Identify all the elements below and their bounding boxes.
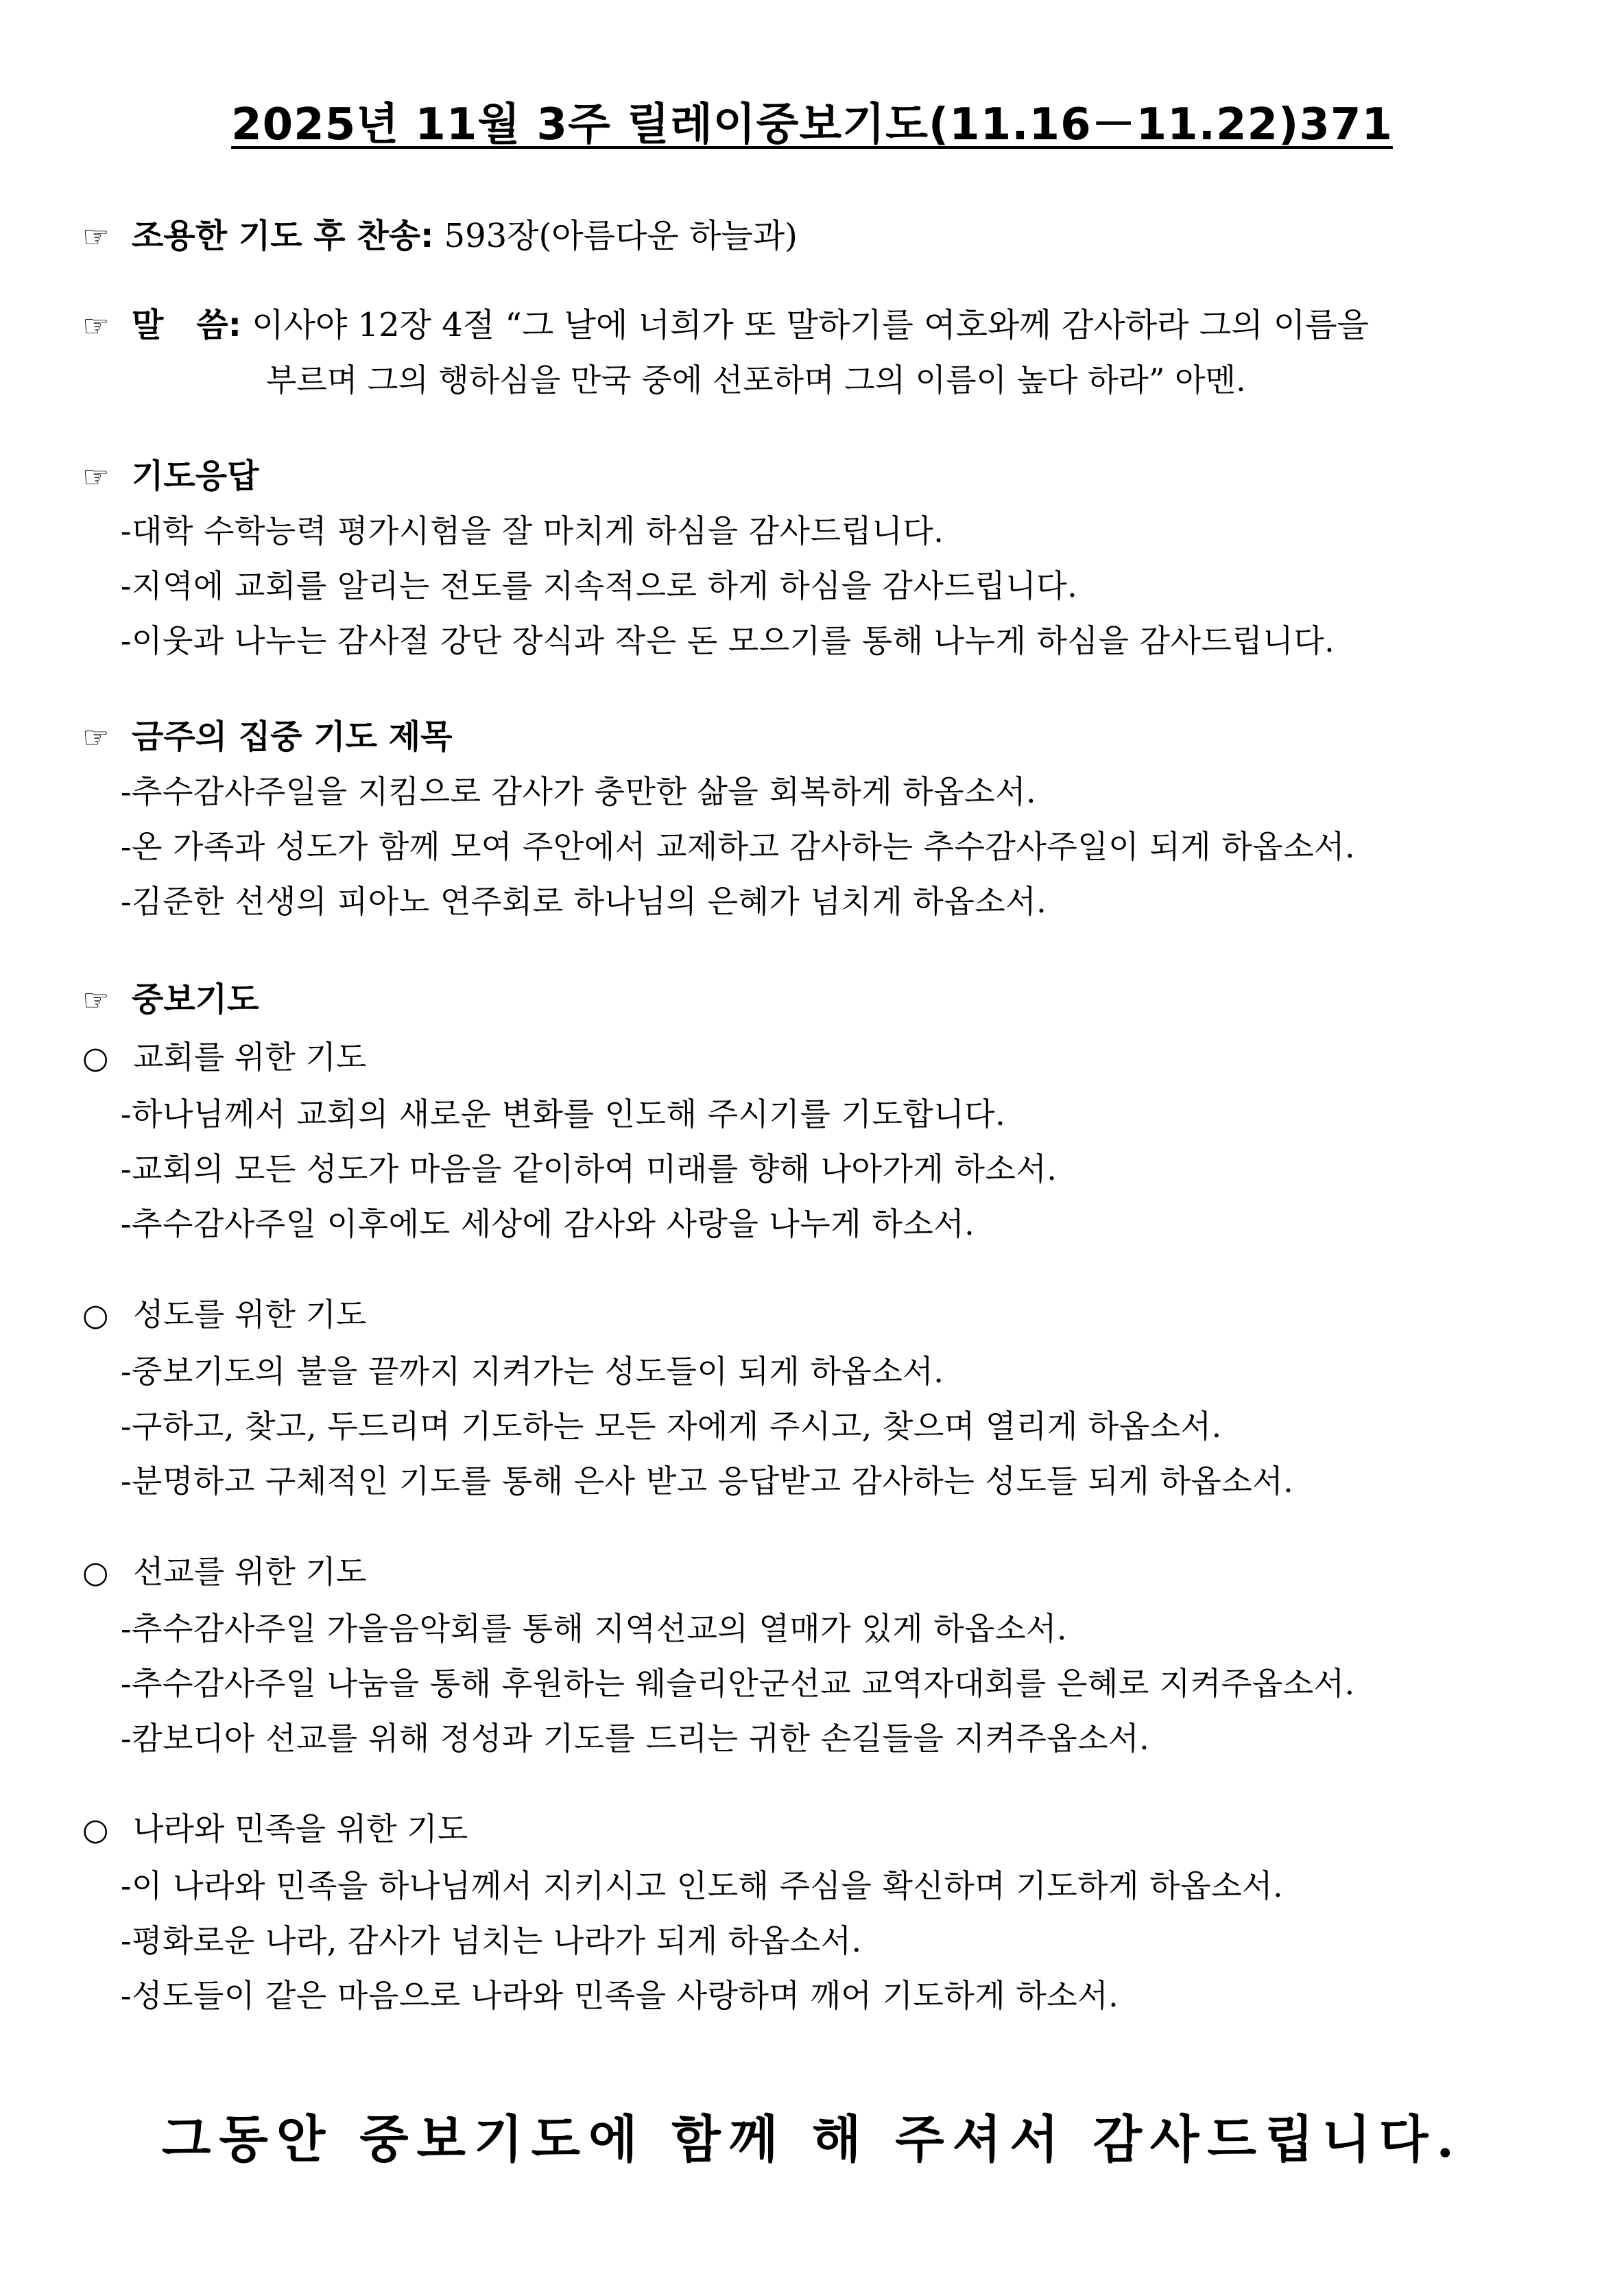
answered-heading bbox=[82, 449, 259, 497]
group-heading-missions bbox=[82, 1547, 366, 1592]
group-item: -캄보디아 선교를 위해 정성과 기도를 드리는 귀한 손길들을 지켜주옵소서. bbox=[121, 1720, 1150, 1757]
answered-item: -대학 수학능력 평가시험을 잘 마치게 하심을 감사드립니다. bbox=[121, 512, 944, 549]
group-item: -성도들이 같은 마음으로 나라와 민족을 사랑하며 깨어 기도하게 하소서. bbox=[121, 1977, 1119, 2014]
group-heading-church bbox=[82, 1032, 366, 1078]
group-title: 나라와 민족을 위한 기도 bbox=[133, 1810, 468, 1847]
intercession-label: 중보기도 bbox=[132, 980, 259, 1019]
circle-icon: ○ bbox=[82, 1041, 109, 1076]
page-title bbox=[0, 89, 1624, 152]
pointing-hand-icon: ☞ bbox=[82, 460, 110, 495]
pointing-hand-icon: ☞ bbox=[82, 309, 110, 344]
focus-item: -온 가족과 성도가 함께 모여 주안에서 교제하고 감사하는 추수감사주일이 되게 하옵소서. bbox=[121, 828, 1356, 865]
pointing-hand-icon: ☞ bbox=[82, 220, 110, 255]
group-heading-saints bbox=[82, 1290, 366, 1335]
pointing-hand-icon: ☞ bbox=[82, 983, 110, 1018]
group-item: -분명하고 구체적인 기도를 통해 은사 받고 응답받고 감사하는 성도들 되게 하옵소서. bbox=[121, 1463, 1294, 1500]
group-title: 선교를 위한 기도 bbox=[133, 1553, 367, 1590]
focus-heading bbox=[82, 710, 452, 757]
group-item: -구하고, 찾고, 두드리며 기도하는 모든 자에게 주시고, 찾으며 열리게 하옵소서. bbox=[121, 1408, 1222, 1445]
focus-label: 금주의 집중 기도 제목 bbox=[132, 718, 453, 756]
intercession-heading bbox=[82, 973, 259, 1020]
scripture-label: 말 씀: bbox=[132, 306, 241, 344]
scripture-line bbox=[82, 298, 1369, 346]
focus-item: -추수감사주일을 지킴으로 감사가 충만한 삶을 회복하게 하옵소서. bbox=[121, 773, 1037, 810]
group-item: -추수감사주일 나눔을 통해 후원하는 웨슬리안군선교 교역자대회를 은혜로 지켜주옵소서. bbox=[121, 1665, 1355, 1702]
group-item: -추수감사주일 이후에도 세상에 감사와 사랑을 나누게 하소서. bbox=[121, 1205, 975, 1242]
answered-label: 기도응답 bbox=[132, 457, 259, 495]
group-item: -추수감사주일 가을음악회를 통해 지역선교의 열매가 있게 하옵소서. bbox=[121, 1610, 1068, 1647]
group-item: -평화로운 나라, 감사가 넘치는 나라가 되게 하옵소서. bbox=[121, 1922, 862, 1959]
group-item: -이 나라와 민족을 하나님께서 지키시고 인도해 주심을 확신하며 기도하게 하옵소서. bbox=[121, 1867, 1284, 1904]
circle-icon: ○ bbox=[82, 1555, 109, 1590]
focus-item: -김준한 선생의 피아노 연주회로 하나님의 은혜가 넘치게 하옵소서. bbox=[121, 883, 1047, 920]
circle-icon: ○ bbox=[82, 1298, 109, 1333]
circle-icon: ○ bbox=[82, 1812, 109, 1847]
scripture-text-1: 이사야 12장 4절 “그 날에 너희가 또 말하기를 여호와께 감사하라 그의 이름을 bbox=[252, 306, 1369, 344]
group-heading-nation bbox=[82, 1804, 468, 1849]
hymn-line bbox=[82, 209, 798, 257]
answered-item: -이웃과 나누는 감사절 강단 장식과 작은 돈 모으기를 통해 나누게 하심을 감사드립니다. bbox=[121, 622, 1335, 659]
group-item: -교회의 모든 성도가 마음을 같이하여 미래를 향해 나아가게 하소서. bbox=[121, 1150, 1058, 1187]
group-title: 성도를 위한 기도 bbox=[133, 1296, 367, 1333]
page-title-text: 2025년 11월 3주 릴레이중보기도(11.16－11.22)371 bbox=[231, 99, 1393, 150]
hymn-value: 593장(아름다운 하늘과) bbox=[444, 217, 798, 255]
pointing-hand-icon: ☞ bbox=[82, 720, 110, 755]
group-item: -하나님께서 교회의 새로운 변화를 인도해 주시기를 기도합니다. bbox=[121, 1096, 1006, 1133]
closing-message: 그동안 중보기도에 함께 해 주셔서 감사드립니다. bbox=[161, 2110, 1463, 2169]
group-title: 교회를 위한 기도 bbox=[133, 1039, 367, 1076]
answered-item: -지역에 교회를 알리는 전도를 지속적으로 하게 하심을 감사드립니다. bbox=[121, 567, 1078, 604]
scripture-text-2: 부르며 그의 행하심을 만국 중에 선포하며 그의 이름이 높다 하라” 아멘. bbox=[266, 362, 1246, 399]
group-item: -중보기도의 불을 끝까지 지켜가는 성도들이 되게 하옵소서. bbox=[121, 1353, 944, 1390]
hymn-label: 조용한 기도 후 찬송: bbox=[132, 217, 434, 255]
